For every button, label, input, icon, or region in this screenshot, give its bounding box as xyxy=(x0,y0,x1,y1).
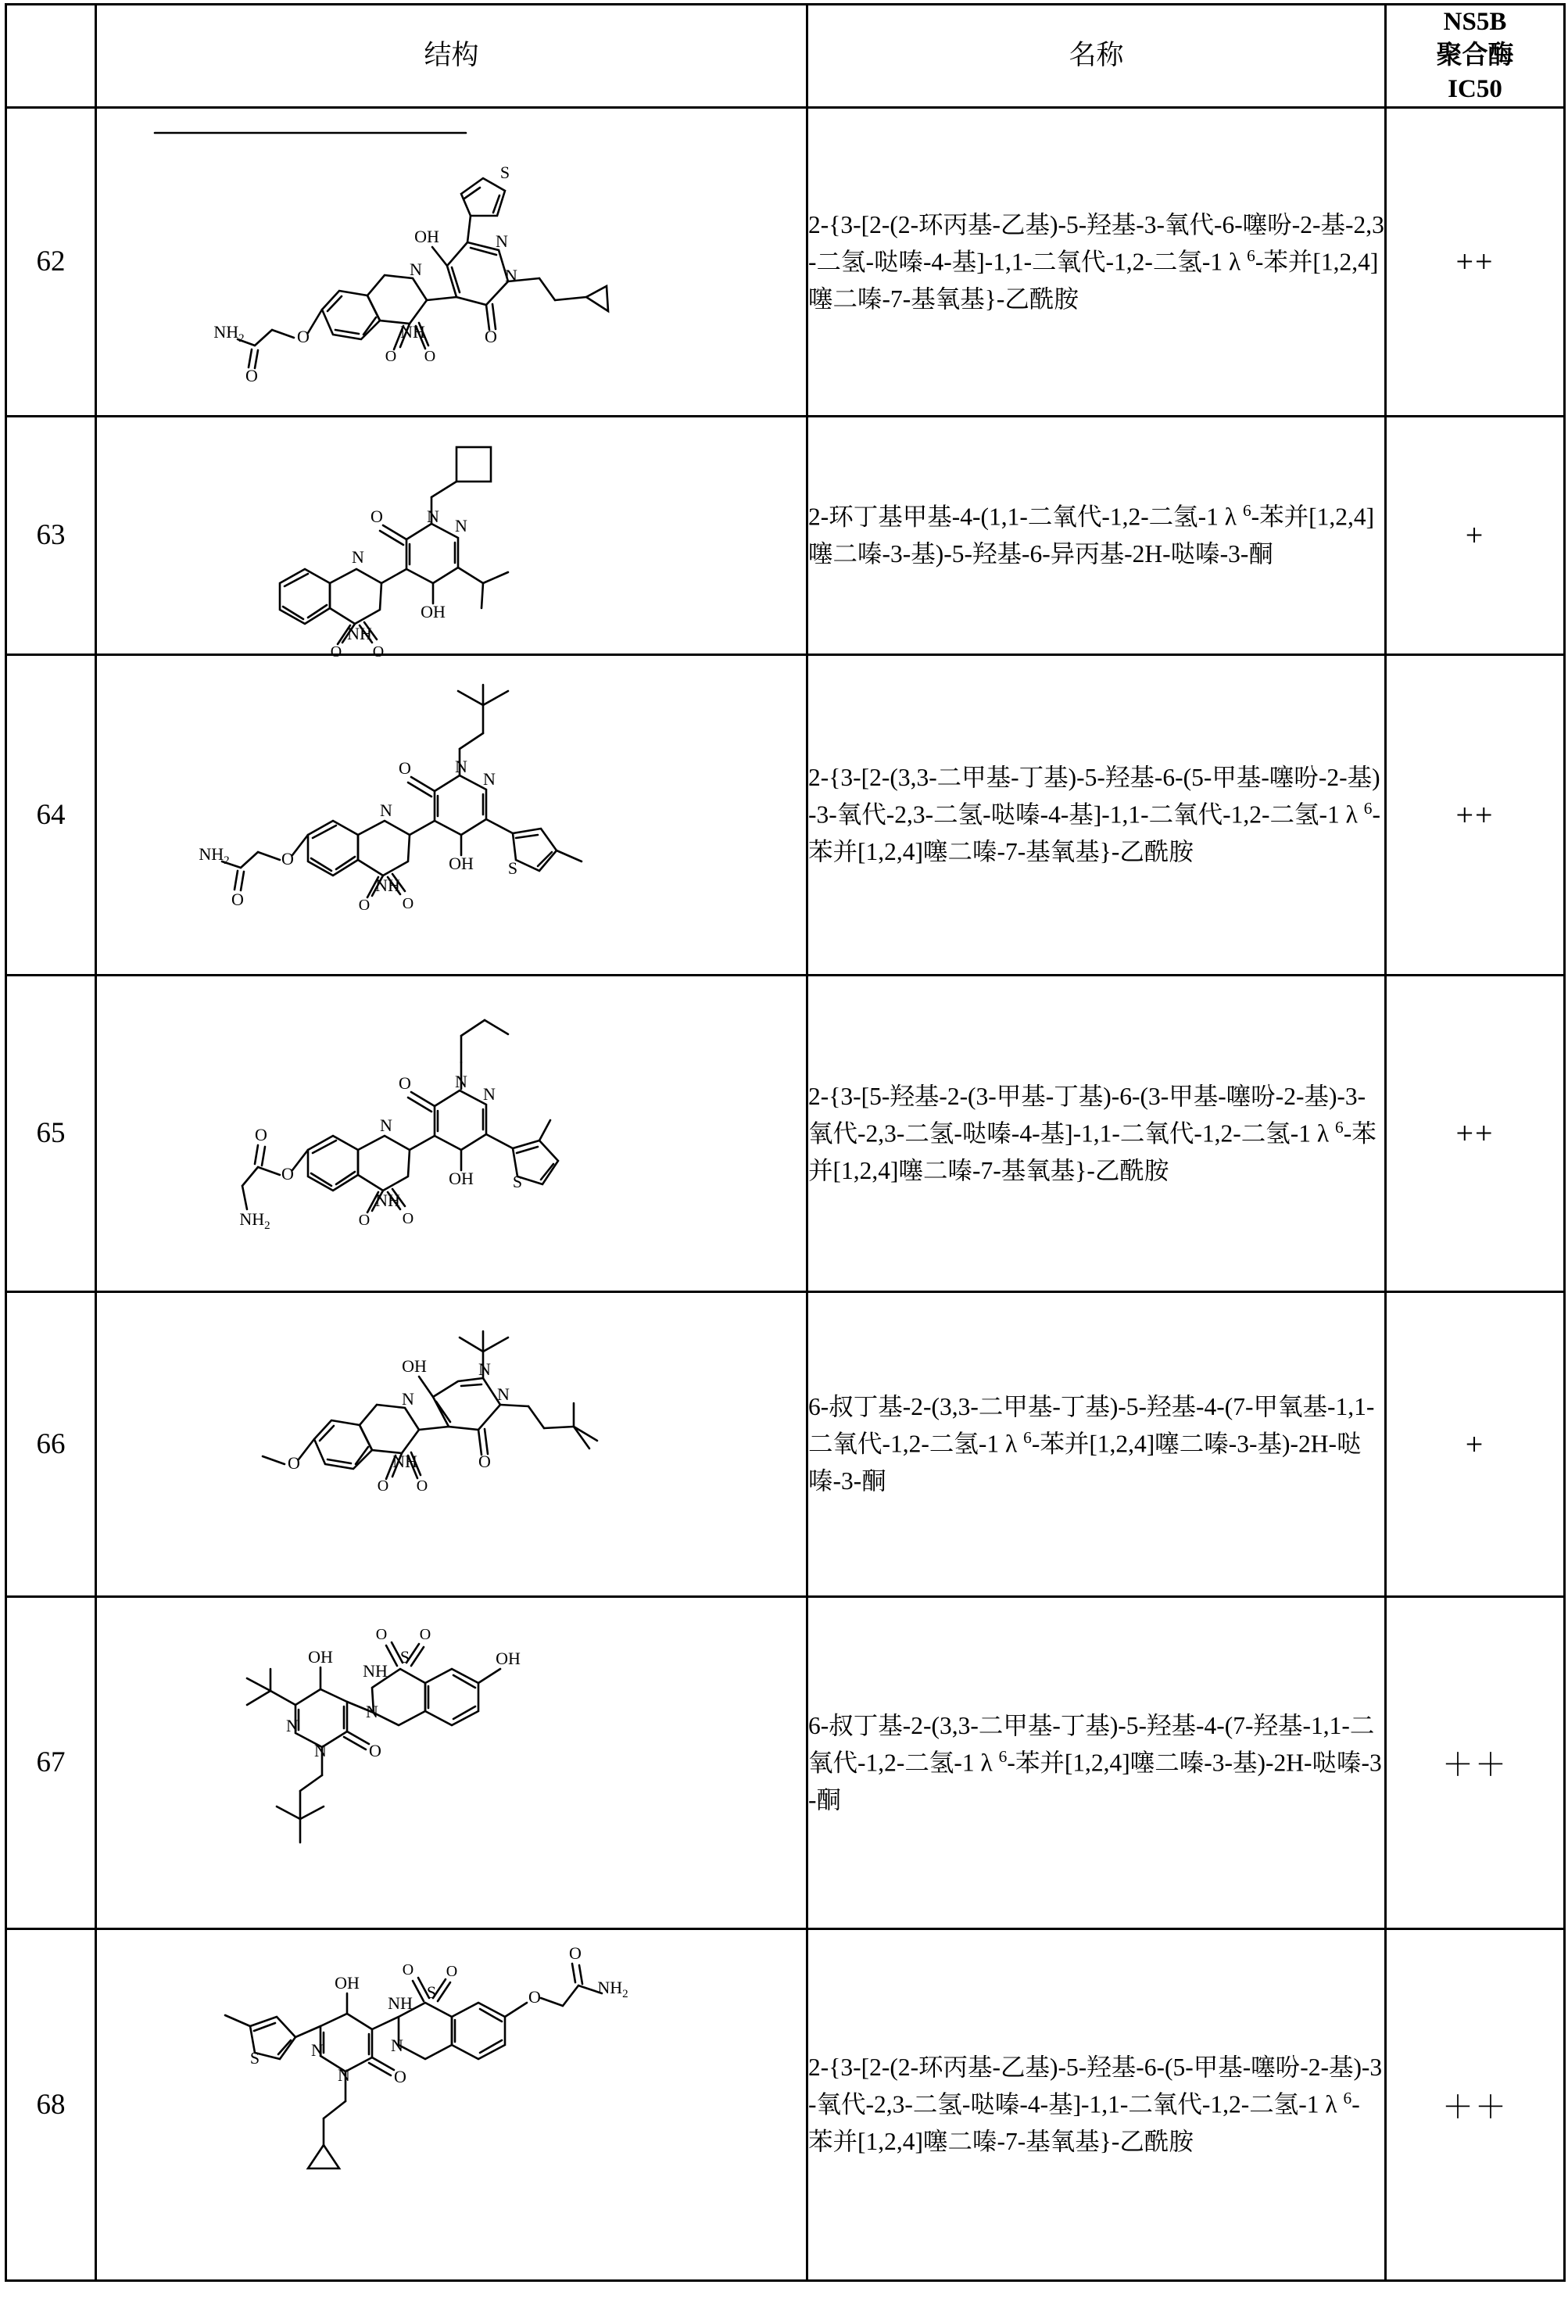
atom-label-O: O xyxy=(484,326,497,346)
molecule-svg xyxy=(155,430,749,661)
header-ic50-line1: NS5B xyxy=(1443,8,1507,36)
atom-label-NH2: $NH_2$ xyxy=(596,1978,628,2001)
atom-label-OH: OH xyxy=(401,1356,427,1377)
atom-label-N: N xyxy=(337,2065,350,2086)
atom-label-NH: NH xyxy=(362,1660,388,1681)
atom-label-O: O xyxy=(568,1943,582,1964)
structure-cell xyxy=(96,975,807,1291)
atom-label-N: N xyxy=(482,1083,496,1104)
row-number: 65 xyxy=(6,975,96,1291)
structure-cell xyxy=(96,1291,807,1596)
atom-label-OH: OH xyxy=(307,1646,333,1667)
molecule-diagram-62 xyxy=(97,133,806,391)
row-number: 68 xyxy=(6,1928,96,2280)
molecule-diagram-65 xyxy=(97,997,806,1270)
atom-label-NH2: $NH_2$ xyxy=(213,321,245,345)
compound-table xyxy=(5,3,1566,2282)
atom-label-NH: NH xyxy=(374,876,400,896)
atom-label-O: O xyxy=(528,1987,541,2007)
header-number xyxy=(6,5,96,108)
atom-label-O: O xyxy=(245,365,258,385)
atom-label-OH: OH xyxy=(420,601,446,621)
atom-label-O: O xyxy=(385,347,396,365)
molecule-diagram-68 xyxy=(97,1943,806,2261)
atom-label-O: O xyxy=(375,1625,387,1643)
atom-label-S: S xyxy=(426,1982,436,2003)
table-row xyxy=(6,1928,1565,2280)
table-row xyxy=(6,975,1565,1291)
compound-name: 2-{3-[2-(2-环丙基-乙基)-5-羟基-3-氧代-6-噻吩-2-基-2,3-二氢-哒嗪-4-基]-1,1-二氧代-1,2-二氢-1 λ $^6$-苯并[1,2,4]噻二嗪-7-基氧基}-乙酰胺 xyxy=(807,107,1386,416)
compound-name: 2-环丁基甲基-4-(1,1-二氧代-1,2-二氢-1 λ $^6$-苯并[1,2,4]噻二嗪-3-基)-5-羟基-6-异丙基-2H-哒嗪-3-酮 xyxy=(807,416,1386,654)
atom-label-O: O xyxy=(424,347,435,365)
atom-label-O: O xyxy=(281,849,294,869)
row-number: 66 xyxy=(6,1291,96,1596)
header-ic50-line3: IC50 xyxy=(1448,74,1502,103)
atom-label-O: O xyxy=(254,1124,267,1144)
atom-label-O: O xyxy=(398,758,411,779)
atom-label-N: N xyxy=(426,506,439,526)
atom-label-N: N xyxy=(482,769,496,790)
atom-label-OH: OH xyxy=(448,1168,474,1188)
atom-label-NH: NH xyxy=(399,321,425,342)
atom-label-O: O xyxy=(398,1072,411,1093)
molecule-svg xyxy=(155,133,749,391)
atom-label-NH: NH xyxy=(387,1993,413,2014)
atom-label-NH: NH xyxy=(374,1190,400,1210)
atom-label-N: N xyxy=(379,800,392,821)
atom-label-O: O xyxy=(402,1209,413,1227)
molecule-diagram-66 xyxy=(97,1311,806,1577)
atom-label-S: S xyxy=(507,858,517,879)
molecule-svg xyxy=(147,674,757,955)
atom-label-O: O xyxy=(358,1211,370,1229)
ic50-value: ++ xyxy=(1386,107,1565,416)
atom-label-O: O xyxy=(478,1452,491,1472)
atom-label-N: N xyxy=(351,546,364,567)
row-number: 67 xyxy=(6,1596,96,1928)
molecule-svg xyxy=(147,997,757,1270)
atom-label-NH2: $NH_2$ xyxy=(238,1209,270,1232)
atom-label-OH: OH xyxy=(448,854,474,874)
structure-cell xyxy=(96,1928,807,2280)
header-ic50-line2: 聚合酶 xyxy=(1436,41,1514,70)
atom-label-N: N xyxy=(495,231,508,251)
ic50-value: ＋＋ xyxy=(1386,1928,1565,2280)
structure-cell xyxy=(96,107,807,416)
atom-label-O: O xyxy=(368,1740,381,1760)
molecule-diagram-64 xyxy=(97,674,806,955)
table-row xyxy=(6,654,1565,975)
atom-label-O: O xyxy=(419,1625,431,1643)
molecule-svg xyxy=(147,1614,757,1911)
compound-name: 6-叔丁基-2-(3,3-二甲基-丁基)-5-羟基-4-(7-甲氧基-1,1-二氧代-1,2-二氢-1 λ $^6$-苯并[1,2,4]噻二嗪-3-基)-2H-哒嗪-3-酮 xyxy=(807,1291,1386,1596)
atom-label-O: O xyxy=(402,895,413,913)
table-row xyxy=(6,1291,1565,1596)
ic50-value: + xyxy=(1386,416,1565,654)
structure-cell xyxy=(96,1596,807,1928)
table-row xyxy=(6,107,1565,416)
molecule-diagram-63 xyxy=(97,430,806,661)
atom-label-O: O xyxy=(402,1961,413,1979)
atom-label-NH2: $NH_2$ xyxy=(198,844,230,868)
ic50-value: + xyxy=(1386,1291,1565,1596)
atom-label-O: O xyxy=(231,890,244,910)
atom-label-N: N xyxy=(496,1384,510,1405)
compound-name: 2-{3-[2-(3,3-二甲基-丁基)-5-羟基-6-(5-甲基-噻吩-2-基)-3-氧代-2,3-二氢-哒嗪-4-基]-1,1-二氧代-1,2-二氢-1 λ $^6$-苯并[1,2,4]噻二嗪-7-基氧基}-乙酰胺 xyxy=(807,654,1386,975)
atom-label-O: O xyxy=(416,1477,428,1495)
row-number: 64 xyxy=(6,654,96,975)
table-header-row xyxy=(6,5,1565,108)
molecule-diagram-67 xyxy=(97,1614,806,1911)
atom-label-NH: NH xyxy=(392,1452,417,1472)
atom-label-N: N xyxy=(401,1389,414,1409)
row-number: 63 xyxy=(6,416,96,654)
atom-label-N: N xyxy=(454,515,467,535)
atom-label-OH: OH xyxy=(495,1648,521,1668)
header-ic50 xyxy=(1386,5,1565,108)
ic50-value: ++ xyxy=(1386,975,1565,1291)
atom-label-O: O xyxy=(393,2067,406,2087)
atom-label-N: N xyxy=(313,1740,327,1760)
atom-label-O: O xyxy=(281,1163,294,1183)
structure-cell xyxy=(96,654,807,975)
atom-label-O: O xyxy=(372,643,384,661)
compound-name: 2-{3-[5-羟基-2-(3-甲基-丁基)-6-(3-甲基-噻吩-2-基)-3-氧代-2,3-二氢-哒嗪-4-基]-1,1-二氧代-1,2-二氢-1 λ $^6$-苯并[1,2,4]噻二嗪-7-基氧基}-乙酰胺 xyxy=(807,975,1386,1291)
atom-label-O: O xyxy=(330,643,342,661)
atom-label-O: O xyxy=(296,326,310,346)
table-row xyxy=(6,416,1565,654)
ic50-value: ++ xyxy=(1386,654,1565,975)
molecule-svg xyxy=(147,1311,757,1577)
ic50-value: ＋＋ xyxy=(1386,1596,1565,1928)
atom-label-S: S xyxy=(499,162,510,182)
atom-label-OH: OH xyxy=(334,1973,360,1993)
atom-label-N: N xyxy=(478,1359,491,1380)
header-name: 名称 xyxy=(807,5,1386,108)
atom-label-S: S xyxy=(249,2048,260,2068)
atom-label-N: N xyxy=(310,2040,324,2061)
atom-label-N: N xyxy=(379,1115,392,1135)
atom-label-N: N xyxy=(285,1715,299,1735)
header-structure: 结构 xyxy=(96,5,807,108)
atom-label-OH: OH xyxy=(413,226,439,246)
table-row xyxy=(6,1596,1565,1928)
row-number: 62 xyxy=(6,107,96,416)
atom-label-N: N xyxy=(390,2036,403,2056)
atom-label-S: S xyxy=(512,1171,522,1191)
atom-label-O: O xyxy=(377,1477,388,1495)
atom-label-O: O xyxy=(358,897,370,915)
compound-name: 2-{3-[2-(2-环丙基-乙基)-5-羟基-6-(5-甲基-噻吩-2-基)-3-氧代-2,3-二氢-哒嗪-4-基]-1,1-二氧代-1,2-二氢-1 λ $^6$-苯并[1,2,4]噻二嗪-7-基氧基}-乙酰胺 xyxy=(807,1928,1386,2280)
compound-name: 6-叔丁基-2-(3,3-二甲基-丁基)-5-羟基-4-(7-羟基-1,1-二氧代-1,2-二氢-1 λ $^6$-苯并[1,2,4]噻二嗪-3-基)-2H-哒嗪-3-酮 xyxy=(807,1596,1386,1928)
atom-label-N: N xyxy=(454,1071,467,1091)
atom-label-N: N xyxy=(504,265,517,285)
molecule-svg xyxy=(147,1943,757,2261)
atom-label-O: O xyxy=(446,1963,457,1981)
atom-label-N: N xyxy=(365,1701,378,1721)
atom-label-N: N xyxy=(409,259,422,279)
structure-cell xyxy=(96,416,807,661)
atom-label-N: N xyxy=(454,757,467,777)
atom-label-NH: NH xyxy=(346,623,372,643)
atom-label-O: O xyxy=(287,1453,300,1474)
atom-label-O: O xyxy=(370,506,383,526)
atom-label-S: S xyxy=(399,1646,410,1667)
